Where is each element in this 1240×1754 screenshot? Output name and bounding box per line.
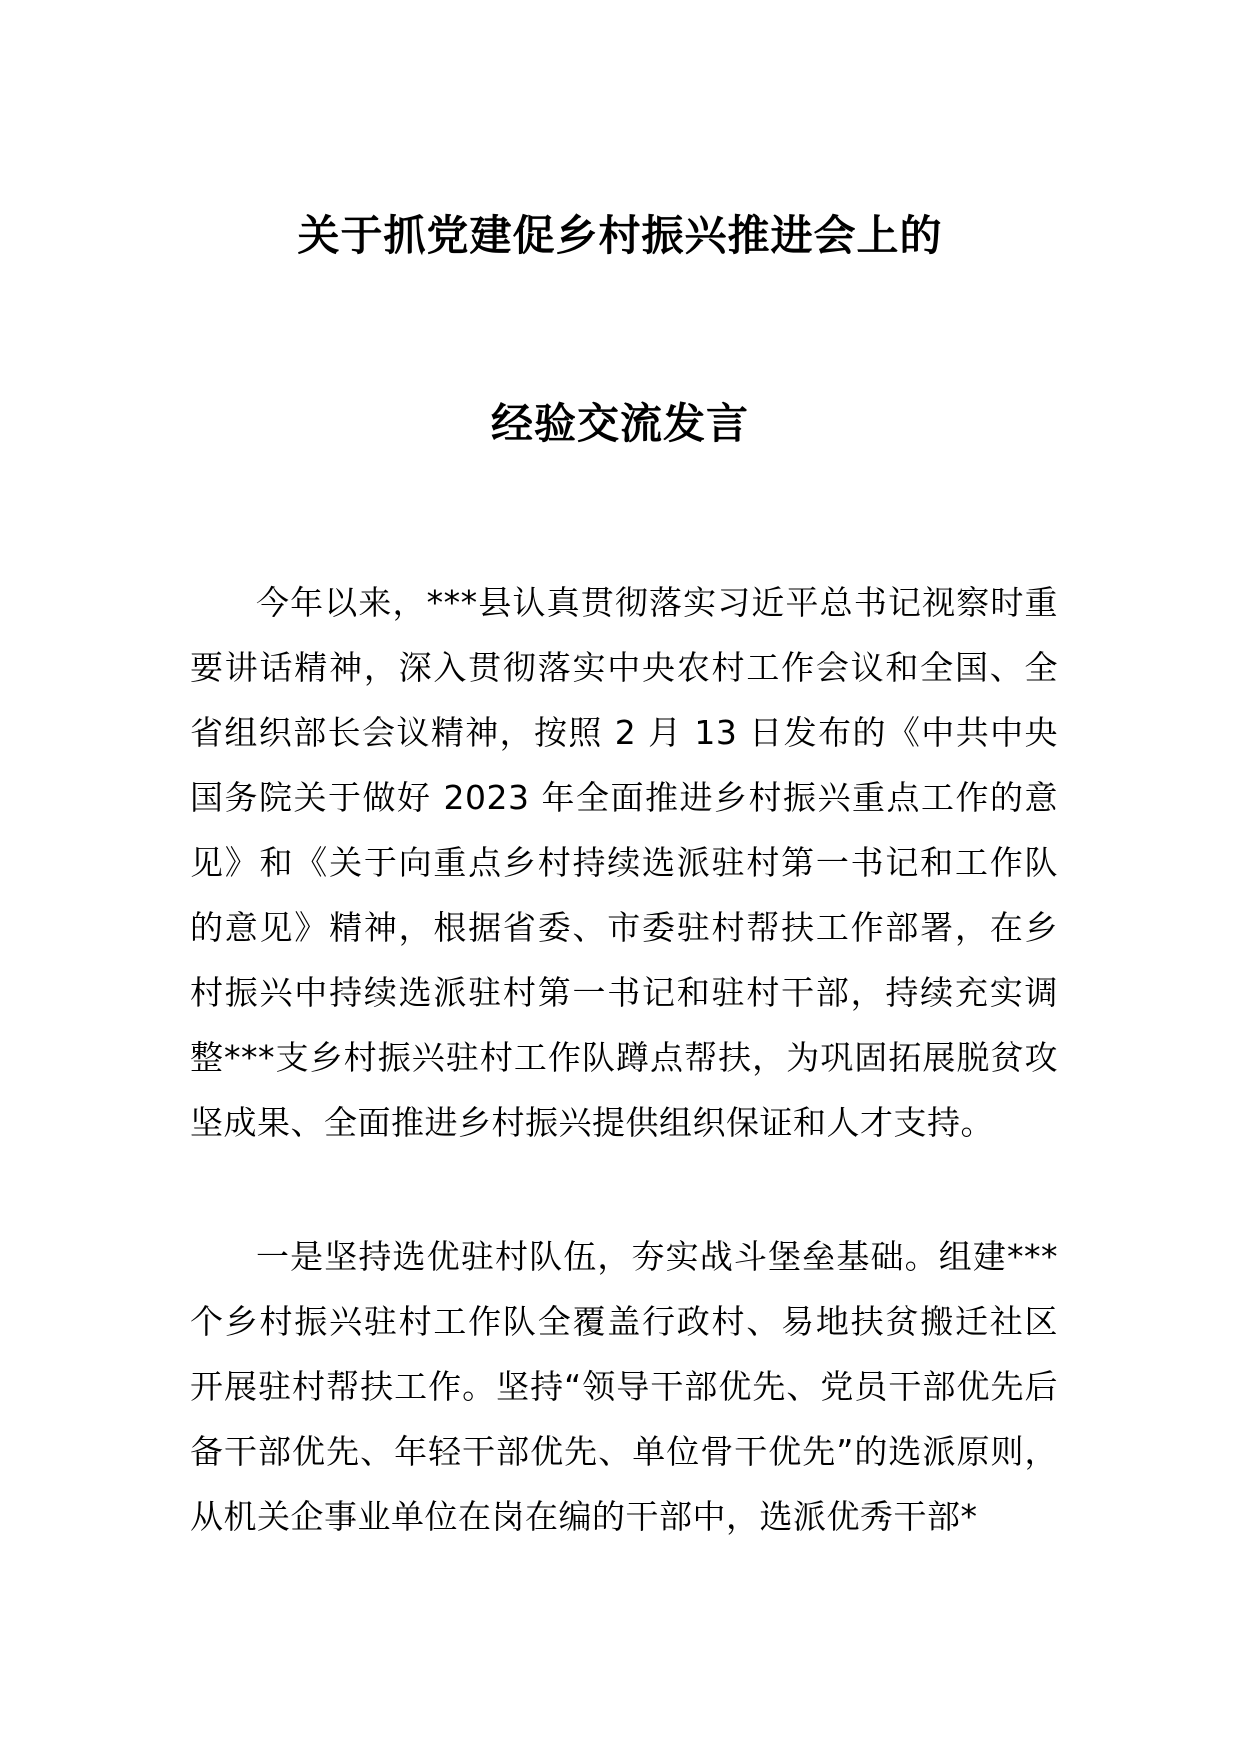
body-paragraph-1: 今年以来，***县认真贯彻落实习近平总书记视察时重要讲话精神，深入贯彻落实中央农村工作会议和全国、全省组织部长会议精神，按照 2 月 13 日发布的《中共中央国务院关于做好 2023 年全面推进乡村振兴重点工作的意见》和《关于向重点乡村持续选派驻村第一书记和工作队的意见》精神，根据省委、市委驻村帮扶工作部署，在乡村振兴中持续选派驻村第一书记和驻村干部，持续充实调整***支乡村振兴驻村工作队蹲点帮扶，为巩固拓展脱贫攻坚成果、全面推进乡村振兴提供组织保证和人才支持。 (190, 583, 1058, 1142)
body-paragraph-2: 一是坚持选优驻村队伍，夯实战斗堡垒基础。组建***个乡村振兴驻村工作队全覆盖行政村、易地扶贫搬迁社区开展驻村帮扶工作。坚持“领导干部优先、党员干部优先后备干部优先、年轻干部优先、单位骨干优先”的选派原则，从机关企事业单位在岗在编的干部中，选派优秀干部* (190, 1237, 1058, 1536)
document-title-line-1: 关于抓党建促乡村振兴推进会上的 (297, 211, 943, 260)
document-title-line-2: 经验交流发言 (490, 399, 749, 448)
